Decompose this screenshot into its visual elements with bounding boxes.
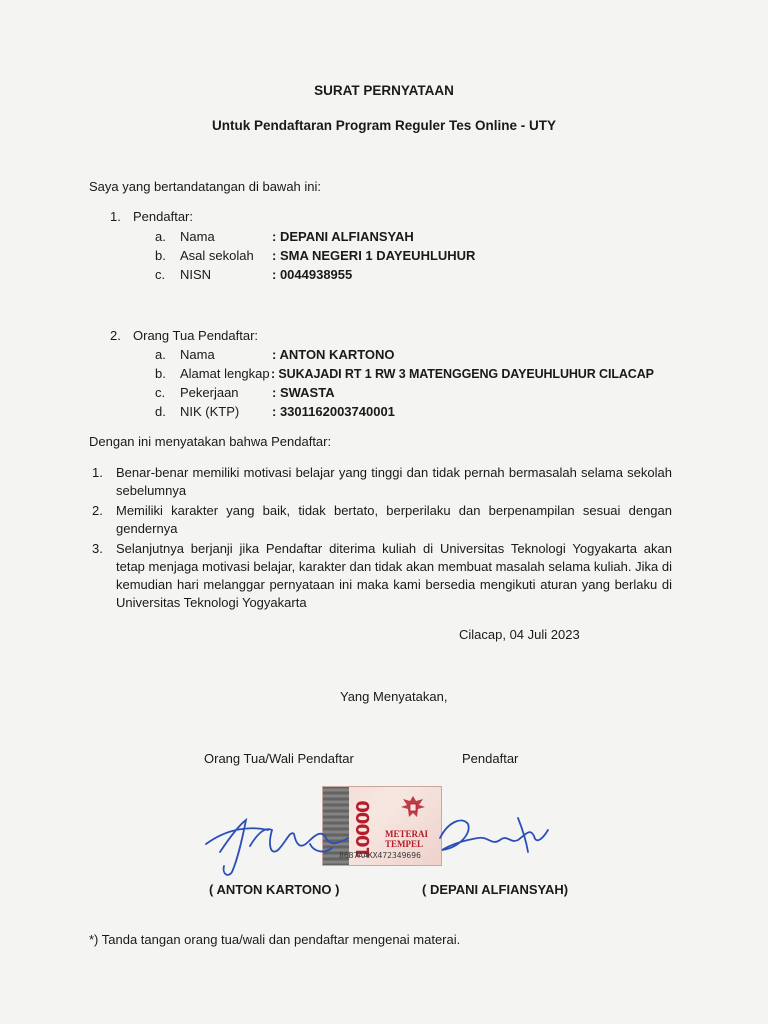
field-label: NISN [180,267,212,282]
field-letter: a. [155,229,166,244]
parent-signature [198,800,368,880]
field-value: : 0044938955 [272,267,353,282]
statement-3-number: 3. [92,541,103,556]
footnote: *) Tanda tangan orang tua/wali dan pendaftar mengenai materai. [89,932,461,947]
statement-intro: Dengan ini menyatakan bahwa Pendaftar: [89,434,332,449]
field-label: Asal sekolah [180,248,254,263]
field-letter: c. [155,267,166,282]
document-subtitle: Untuk Pendaftaran Program Reguler Tes Online - UTY [211,118,557,133]
field-value: : SUKAJADI RT 1 RW 3 MATENGGENG DAYEUHLUHUR CILACAP [271,367,654,381]
section1-number: 1. [110,209,121,224]
field-label: Nama [180,347,215,362]
statement-1-text: Benar-benar memiliki motivasi belajar yang tinggi dan tidak pernah bermasalah selama sekolah sebelumnya [116,465,672,498]
signer-right-role: Pendaftar [462,751,519,766]
field-letter: b. [155,248,166,263]
section2-heading: Orang Tua Pendaftar: [133,328,259,343]
signer-left-role: Orang Tua/Wali Pendaftar [204,751,354,766]
field-value: : 3301162003740001 [272,404,395,419]
field-value: : DEPANI ALFIANSYAH [272,229,414,244]
field-label: Pekerjaan [180,385,239,400]
statement-3-text: Selanjutnya berjanji jika Pendaftar diterima kuliah di Universitas Teknologi Yogyakarta akan tetap menjaga motivasi belajar, karakter dan tidak akan membuat masalah selama kuliah. Jika di kemudian hari melanggar pernyataan ini maka kami bersedia mengikuti aturan yang berlaku di Universitas Teknologi Yogyakarta [116,541,672,610]
intro-text: Saya yang bertandatangan di bawah ini: [89,179,322,194]
field-letter: c. [155,385,166,400]
signer-left-name: ( ANTON KARTONO ) [209,882,340,897]
field-label: Nama [180,229,215,244]
document-title: SURAT PERNYATAAN [314,83,454,98]
section2-number: 2. [110,328,121,343]
registrant-signature [422,800,562,870]
stamp-serial-code: 86B7AAKX472349696 [339,851,421,860]
field-label: Alamat lengkap [180,366,270,381]
field-value: : SWASTA [272,385,335,400]
field-label: NIK (KTP) [180,404,240,419]
section1-heading: Pendaftar: [133,209,193,224]
field-value: : SMA NEGERI 1 DAYEUHLUHUR [272,248,476,263]
stamp-label-line2: TEMPEL [385,839,424,849]
statement-2-number: 2. [92,503,103,518]
field-letter: b. [155,366,166,381]
field-letter: a. [155,347,166,362]
statement-1-number: 1. [92,465,103,480]
closing-text: Yang Menyatakan, [340,689,448,704]
place-date: Cilacap, 04 Juli 2023 [459,627,580,642]
stamp-label-line1: METERAI [385,829,429,839]
stamp-value: 10000 [353,801,374,859]
field-value: : ANTON KARTONO [272,347,395,362]
signer-right-name: ( DEPANI ALFIANSYAH) [422,882,569,897]
statement-2-text: Memiliki karakter yang baik, tidak bertato, berperilaku dan berpenampilan sesuai dengan gendernya [116,503,672,536]
field-letter: d. [155,404,166,419]
